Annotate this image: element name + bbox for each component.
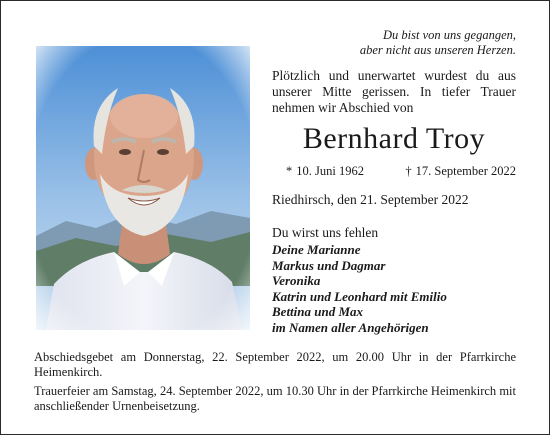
birth-date-text: 10. Juni 1962	[296, 164, 364, 178]
mourner-entry: Bettina und Max	[272, 304, 364, 319]
portrait-photo	[36, 46, 250, 330]
life-dates	[286, 163, 516, 179]
mourner-entry: Katrin und Leonhard mit Emilio	[272, 288, 447, 304]
deceased-name: Bernhard Troy	[302, 122, 486, 155]
star-icon: *	[286, 164, 293, 178]
cross-icon: †	[405, 164, 412, 178]
intro-text: Plötzlich und unerwartet wurdest du aus unserer Mitte gerissen. In tiefer Trauer nehmen wir Abschied von	[272, 68, 516, 115]
birth-date	[286, 163, 364, 179]
motto-line-2: aber nicht aus unseren Herzen.	[359, 43, 516, 57]
funeral-notice: Trauerfeier am Samstag, 24. September 2022, um 10.30 Uhr in der Pfarrkirche Heimenkirch mit anschließender Urnenbeisetzung.	[34, 384, 516, 413]
mourners-list	[272, 242, 447, 335]
mourner-entry: Markus und Dagmar	[272, 257, 386, 273]
miss-line: Du wirst uns fehlen	[272, 225, 379, 240]
place-and-date: Riedhirsch, den 21. September 2022	[272, 192, 469, 207]
mourner-entry: im Namen aller Angehörigen	[272, 319, 429, 335]
mourner-entry: Deine Marianne	[272, 242, 361, 257]
prayer-notice: Abschiedsgebet am Donnerstag, 22. September 2022, um 20.00 Uhr in der Pfarrkirche Heimenkirch.	[34, 350, 516, 379]
death-date-text: 17. September 2022	[415, 164, 516, 178]
portrait-illustration	[36, 46, 250, 330]
motto-quote	[360, 28, 516, 58]
mourner-entry: Veronika	[272, 273, 321, 288]
motto-line-1: Du bist von uns gegangen,	[383, 28, 516, 42]
death-date	[405, 163, 516, 179]
